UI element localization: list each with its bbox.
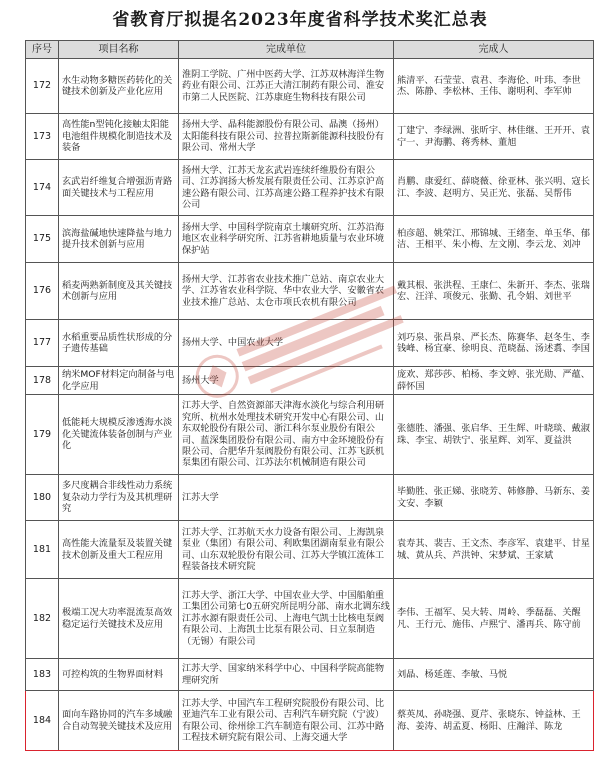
- table-body: [26, 59, 594, 751]
- row-units: 扬州大学、中国农业大学: [179, 320, 394, 367]
- table-row-highlighted: [26, 691, 594, 751]
- row-project: 极端工况大功率混流泵高效稳定运行关键技术及应用: [59, 579, 179, 659]
- header-seq: 序号: [26, 41, 59, 59]
- row-seq: 183: [26, 659, 59, 691]
- row-seq: 180: [26, 475, 59, 521]
- row-seq: 179: [26, 395, 59, 475]
- row-units: 扬州大学、中国科学院南京土壤研究所、江苏沿海地区农业科学研究所、江苏省耕地质量与农业环境保护站: [179, 216, 394, 263]
- row-people: 戴其根、张洪程、王康仁、朱新开、李杰、张瑞宏、汪洋、项俊元、张勤、孔令娟、刘世平: [394, 263, 594, 320]
- row-project: 滨海盐碱地快速降盐与地力提升技术创新与应用: [59, 216, 179, 263]
- table-row: [26, 59, 594, 114]
- row-units: 江苏大学、中国汽车工程研究院股份有限公司、比亚迪汽车工业有限公司、吉利汽车研究院（宁波）有限公司、徐州徐工汽车制造有限公司、江苏中路工程技术研究院有限公司、上海交通大学: [179, 691, 394, 751]
- row-seq: 182: [26, 579, 59, 659]
- row-seq: 178: [26, 367, 59, 395]
- row-people: 刘巧泉、张昌泉、严长杰、陈赛华、赵冬生、李钱峰、杨宜豪、徐明良、范晓磊、汤述翥、李国: [394, 320, 594, 367]
- row-project: 稻麦两熟新制度及其关键技术创新与应用: [59, 263, 179, 320]
- table-row: [26, 521, 594, 579]
- row-project: 低能耗大规模反渗透海水淡化关键流体装备创制与产业化: [59, 395, 179, 475]
- row-units: 江苏大学、国家纳米科学中心、中国科学院高能物理研究所: [179, 659, 394, 691]
- row-units: 扬州大学、晶科能源股份有限公司、晶澳（扬州）太阳能科技有限公司、拉普拉斯新能源科技股份有限公司、常州大学: [179, 114, 394, 160]
- table-row: [26, 475, 594, 521]
- table-row: [26, 659, 594, 691]
- table-row: [26, 216, 594, 263]
- row-people: 熊清平、石莹莹、袁君、李海伦、叶玮、李世杰、陈静、李松林、王伟、谢明利、李军帅: [394, 59, 594, 114]
- row-seq: 173: [26, 114, 59, 160]
- row-people: 庞欢、郑莎莎、柏杨、李文婷、张光勋、严蕴、薛怀国: [394, 367, 594, 395]
- row-people: 李伟、王福军、吴大转、周岭、季磊磊、关醒凡、王行元、施伟、卢熙宁、潘再兵、陈守前: [394, 579, 594, 659]
- table-row: [26, 395, 594, 475]
- row-seq: 181: [26, 521, 59, 579]
- row-seq: 174: [26, 160, 59, 216]
- row-project: 玄武岩纤维复合增强沥青路面关键技术与工程应用: [59, 160, 179, 216]
- row-people: 张德胜、潘强、张启华、王生辉、叶晓琰、戴淑珠、李宝、胡铁宁、张星辉、刘军、夏益洪: [394, 395, 594, 475]
- header-project: 项目名称: [59, 41, 179, 59]
- row-units: 江苏大学: [179, 475, 394, 521]
- row-units: 扬州大学、江苏天龙玄武岩连续纤维股份有限公司、江苏润扬大桥发展有限责任公司、江苏京沪高速公路有限公司、江苏高速公路工程养护技术有限公司: [179, 160, 394, 216]
- table-row: [26, 263, 594, 320]
- row-units: 扬州大学、江苏省农业技术推广总站、南京农业大学、江苏省农业科学院、华中农业大学、安徽省农业技术推广总站、太仓市项氏农机有限公司: [179, 263, 394, 320]
- row-project: 可控构筑的生物界面材料: [59, 659, 179, 691]
- row-seq: 175: [26, 216, 59, 263]
- row-units: 江苏大学、浙江大学、中国农业大学、中国船舶重工集团公司第七0五研究所昆明分部、南水北调东线江苏水源有限责任公司、上海电气凯士比核电泵阀有限公司、上海凯士比泵有限公司、日立泵制造（无锡）有限公司: [179, 579, 394, 659]
- row-people: 丁建宁、李绿洲、张昕宇、林佳继、王开开、袁宁一、尹海鹏、蒋秀林、董旭: [394, 114, 594, 160]
- row-units: 江苏大学、江苏航天水力设备有限公司、上海凯泉泵业（集团）有限公司、利欧集团湖南泵业有限公司、山东双轮股份有限公司、江苏大学镇江流体工程装备技术研究院: [179, 521, 394, 579]
- row-project: 高性能大流量泵及装置关键技术创新及重大工程应用: [59, 521, 179, 579]
- row-project: 多尺度耦合非线性动力系统复杂动力学行为及其机理研究: [59, 475, 179, 521]
- table-row: [26, 160, 594, 216]
- row-project: 面向车路协同的汽车多域融合自动驾驶关键技术及应用: [59, 691, 179, 751]
- row-units: 淮阴工学院、广州中医药大学、江苏双林海洋生物药业有限公司、江苏正大清江制药有限公司、淮安市第二人民医院、江苏康庭生物科技有限公司: [179, 59, 394, 114]
- row-seq: 176: [26, 263, 59, 320]
- row-people: 柏彦超、姚荣江、邢锦城、王绪奎、单玉华、郁洁、王相平、朱小梅、左文刚、李云龙、刘冲: [394, 216, 594, 263]
- page-title: 省教育厅拟提名2023年度省科学技术奖汇总表: [112, 10, 488, 30]
- row-seq: 184: [26, 691, 59, 751]
- table-row: [26, 320, 594, 367]
- row-people: 肖鹏、康爱红、薛晓薇、徐亚林、张兴明、寇长江、李波、赵明方、吴正光、张磊、吴帮伟: [394, 160, 594, 216]
- row-project: 高性能n型钝化接触太阳能电池组件规模化制造技术及装备: [59, 114, 179, 160]
- header-people: 完成人: [394, 41, 594, 59]
- table-row: [26, 114, 594, 160]
- row-units: 江苏大学、自然资源部天津海水淡化与综合利用研究所、杭州水处理技术研究开发中心有限公司、山东双轮股份有限公司、浙江科尔泵业股份有限公司、蓝深集团股份有限公司、南方中金环境股份有限公司、合肥华升泵阀股份有限公司、江苏飞跃机泵集团有限公司、江苏法尔机械制造有限公司: [179, 395, 394, 475]
- row-seq: 172: [26, 59, 59, 114]
- header-units: 完成单位: [179, 41, 394, 59]
- row-people: 刘晶、杨延莲、李敏、马悦: [394, 659, 594, 691]
- row-project: 纳米MOF材料定向制备与电化学应用: [59, 367, 179, 395]
- row-units: 扬州大学: [179, 367, 394, 395]
- awards-table: [25, 40, 594, 751]
- table-header-row: [26, 41, 594, 59]
- table-row: [26, 579, 594, 659]
- row-people: 毕勤胜、张正娣、张晓芳、韩修静、马新东、姜文安、李颖: [394, 475, 594, 521]
- row-people: 蔡英凤、孙晓强、夏芹、张晓东、钟益林、王海、姜涛、胡孟夏、杨阳、庄瀚洋、陈龙: [394, 691, 594, 751]
- table-row: [26, 367, 594, 395]
- row-seq: 177: [26, 320, 59, 367]
- row-project: 水稻重要品质性状形成的分子遗传基础: [59, 320, 179, 367]
- row-people: 袁寿其、裴吉、王文杰、李彦军、袁建平、甘星城、黄从兵、芦洪钟、宋梦斌、王家斌: [394, 521, 594, 579]
- row-project: 水生动物多糖医药转化的关键技术创新及产业化应用: [59, 59, 179, 114]
